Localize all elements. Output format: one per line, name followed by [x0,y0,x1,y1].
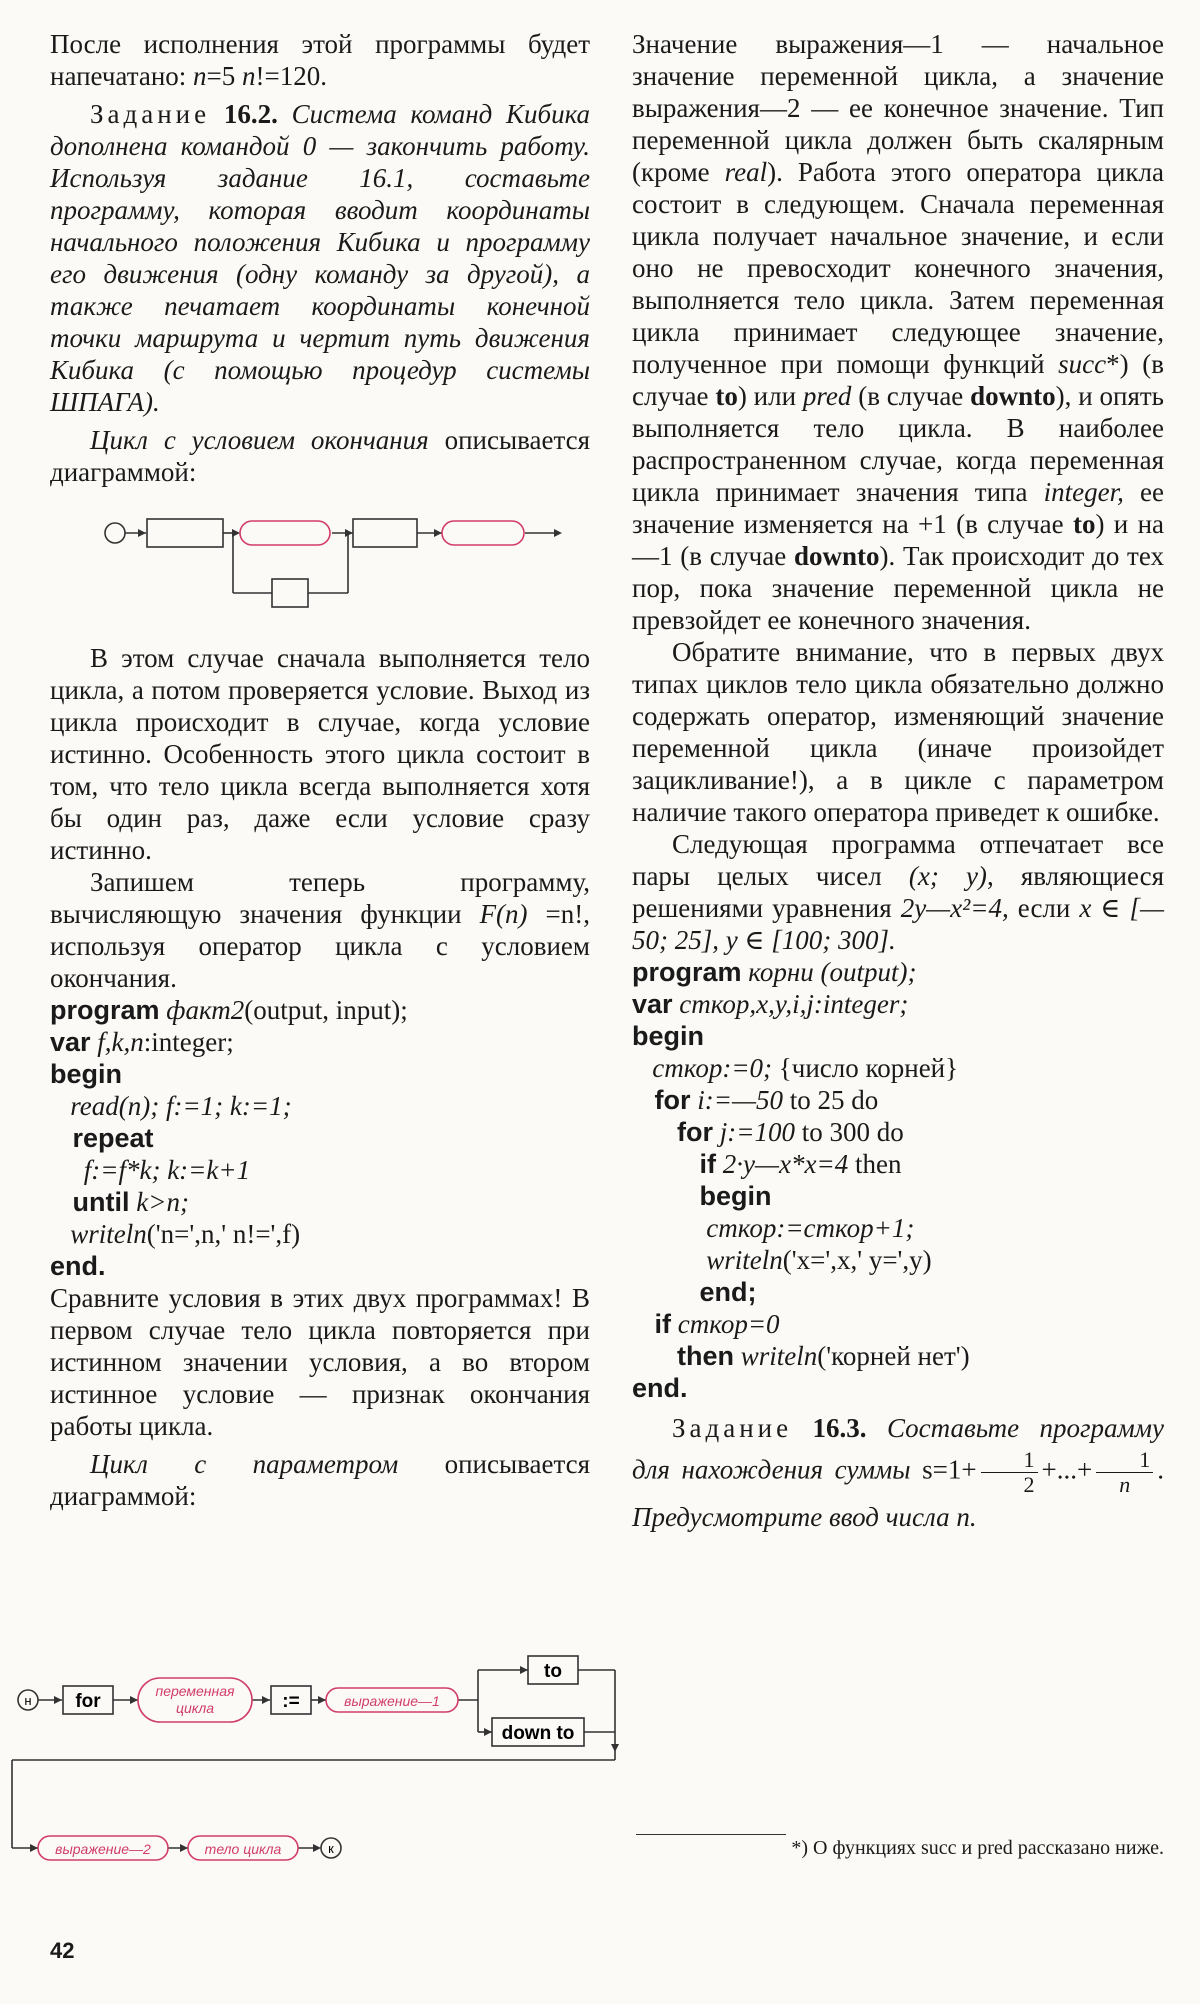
footnote-rule [636,1834,786,1835]
footnote: *) О функциях succ и pred рассказано ниже. [791,1837,1164,1859]
code-line: if сткор=0 [632,1309,780,1339]
code-line: read(n); f:=1; k:=1; [50,1091,292,1121]
paragraph-explain: В этом случае сначала выполняется тело цикла, а потом проверяется условие. Выход из цикла происходит в случае, когда условие истинно. Особенность этого цикла состоит в том, что тело цикла всегда выполняется хотя бы один раз, даже если условие сразу истинно. [50,643,590,865]
paragraph-roots: Следующая программа отпечатает все пары целых чисел (x; y), являющиеся решениями уравнения 2y—x²=4, если x ∈ [—50; 25], y ∈ [100; 300]. [632,829,1164,955]
code-line: writeln('x=',x,' y=',y) [632,1245,932,1275]
code-line: for j:=100 to 300 do [632,1117,904,1147]
code-line: сткор:=0; {число корней} [632,1053,959,1083]
code-line: begin [632,1181,772,1211]
expr1-label: выражение—1 [344,1693,440,1709]
paragraph-note: Обратите внимание, что в первых двух типах циклов тело цикла обязательно должно содержать оператор, изменяющий значение переменной цикла (иначе произойдет зацикливание!), а в цикле с параметром наличие такого оператора приведет к ошибке. [632,637,1164,827]
paragraph-for-explain: Значение выражения—1 — начальное значение переменной цикла, а значение выражения—2 — ее конечное значение. Тип переменной цикла должен быть скалярным (кроме real). Работа этого оператора цикла состоит в следующем. Сначала переменная цикла получает начальное значение, и если оно не превосходит конечного значения, выполняется тело цикла. Затем переменная цикла принимает следующее значение, полученное при помощи функций succ*) (в случае to) или pred (в случае downto), и опять выполняется тело цикла. В наиболее распространенном случае, когда переменная цикла принимает значения типа integer, ее значение изменяется на +1 (в случае to) и на —1 (в случае downto). Так происходит до тех пор, пока значение переменной цикла не превзойдет ее конечного значения. [632,29,1164,635]
code-line: writeln('n=',n,' n!=',f) [50,1219,301,1249]
code-line: repeat [50,1123,154,1153]
for-diagram [0,1640,640,1870]
expr2-label: выражение—2 [55,1841,151,1857]
paragraph-param-intro: Цикл с параметром описывается диаграммой: [50,1449,590,1511]
to-keyword: to [544,1661,562,1682]
code-line: then writeln('корней нет') [632,1341,970,1371]
code-roots [632,956,1164,1404]
code-line: if 2·y—x*x=4 then [632,1149,902,1179]
paragraph-compare: Сравните условия в этих двух программах! В первом случае тело цикла повторяется при истинном значении условия, а во втором истинное условие — признак окончания работы цикла. [50,1283,590,1441]
repeat-diagram [50,488,590,638]
assign-symbol: := [282,1691,300,1712]
code-line: until k>n; [50,1187,189,1217]
code-line: f:=f*k; k:=k+1 [50,1155,251,1185]
code-fact2 [50,994,590,1282]
code-line: сткор:=сткор+1; [632,1213,915,1243]
code-line: end. [632,1373,688,1403]
code-line: program факт2(output, input); [50,995,408,1025]
task-16-2: Задание 16.2. Система команд Кибика дополнена командой 0 — закончить работу. Используя задание 16.1, составьте программу, которая вводит координаты начального положения Кибика и программу его движения (одну команду за другой), а также печатает координаты конечной точки маршрута и чертит путь движения Кибика (с помощью процедур системы ШПАГА). [50,99,591,417]
loop-variable-label-2: цикла [175,1700,215,1716]
downto-keyword: down to [501,1723,575,1744]
code-line: program корни (output); [632,957,917,987]
body-label: тело цикла [204,1841,282,1857]
paragraph-result: После исполнения этой программы будет напечатано: n=5 n!=120. [50,29,590,91]
code-line: var f,k,n:integer; [50,1027,234,1057]
code-line: for i:=—50 to 25 do [632,1085,879,1115]
task-16-3: Задание 16.3. Составьте программу для нахождения суммы s=1+ $\frac{1}{2}$ +...+ $\frac{1}{n}$ . Предусмотрите ввод числа n. [632,1413,1165,1532]
right-column [632,28,1164,1537]
paragraph-program: Запишем теперь программу, вычисляющую значения функции F(n) =n!, используя оператор цикла с условием окончания. [50,867,591,993]
for-start-label: н [24,1693,32,1708]
loop-variable-label-1: переменная [155,1683,235,1699]
code-line: var сткор,x,y,i,j:integer; [632,989,909,1019]
paragraph-until-intro: Цикл с условием окончания описывается диаграммой: [50,425,590,487]
code-line: end. [50,1251,106,1281]
code-line: begin [632,1021,704,1051]
end-label: к [328,1841,334,1856]
code-line: end; [632,1277,757,1307]
page-number: 42 [50,1938,75,1963]
for-keyword: for [75,1691,101,1712]
code-line: begin [50,1059,122,1089]
left-column [50,28,590,1512]
